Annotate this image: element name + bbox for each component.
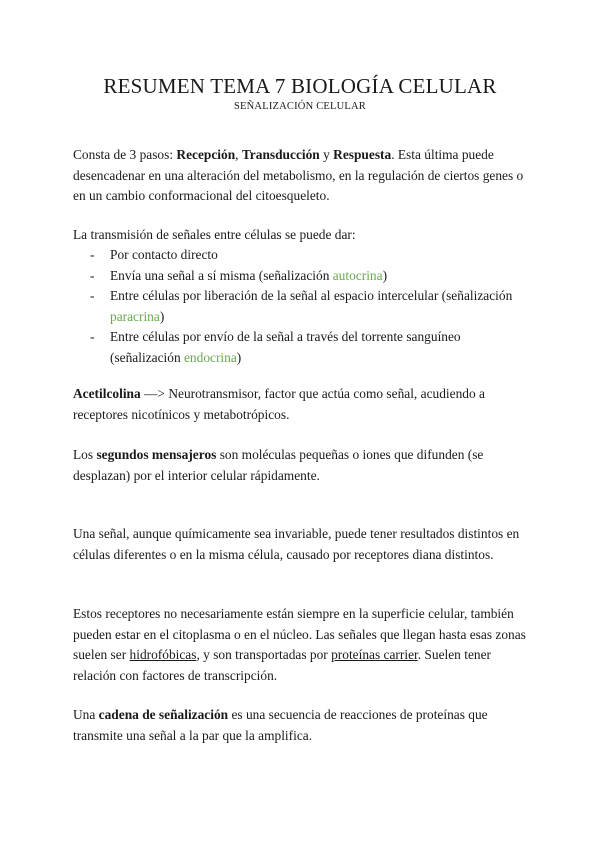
text-span: . Esta última puede desencadenar en una alteración del metabolismo, en la regulación de ciertos genes o en un cambio conformacional del citoesqueleto. bbox=[73, 147, 524, 203]
bold-term-recepcion: Recepción bbox=[176, 147, 236, 162]
text-span: . Suelen tener relación con factores de transcripción. bbox=[73, 647, 491, 683]
list-item bbox=[73, 245, 533, 266]
text-span: Estos receptores no necesariamente están siempre en la superficie celular, también pueden estar en el citoplasma o en el núcleo. Las señales que llegan hasta esas zonas suelen ser bbox=[73, 606, 526, 662]
paragraph-senal-invariable: Una señal, aunque químicamente sea invariable, puede tener resultados distintos en células diferentes o en la misma célula, causado por receptores diana distintos. bbox=[73, 526, 520, 562]
paragraph-transmission-intro: La transmisión de señales entre células se puede dar: bbox=[73, 227, 356, 242]
underlined-term-proteinas-carrier: proteínas carrier bbox=[331, 647, 418, 662]
text-span: es una secuencia de reacciones de proteínas que transmite una señal a la par que la amplifica. bbox=[73, 707, 488, 743]
list-item-text: Entre células por envío de la señal a través del torrente sanguíneo (señalización bbox=[110, 329, 461, 365]
list-dash: - bbox=[90, 288, 95, 303]
text-span: Los bbox=[73, 447, 97, 462]
bold-term-cadena-senalizacion: cadena de señalización bbox=[98, 707, 229, 722]
green-term-endocrina: endocrina bbox=[183, 349, 237, 365]
list-item bbox=[73, 327, 533, 368]
text-span: , y son transportadas por bbox=[196, 647, 332, 662]
green-term-autocrina: autocrina bbox=[332, 267, 383, 283]
paragraph-receptores bbox=[73, 604, 533, 686]
paragraph-cadena-senalizacion bbox=[73, 705, 533, 746]
list-item bbox=[73, 266, 533, 287]
list-item-text: Envía una señal a sí misma (señalización bbox=[110, 267, 333, 283]
green-term-paracrina: paracrina bbox=[110, 308, 160, 324]
paragraph-acetilcolina bbox=[73, 384, 533, 425]
text-span: —> Neurotransmisor, factor que actúa como señal, acudiendo a receptores nicotínicos y metabotrópicos. bbox=[73, 386, 485, 422]
bold-term-acetilcolina: Acetilcolina bbox=[73, 386, 141, 401]
text-span: son moléculas pequeñas o iones que difunden (se desplazan) por el interior celular rápidamente. bbox=[73, 447, 484, 483]
list-dash: - bbox=[90, 329, 95, 344]
list-item bbox=[73, 286, 533, 327]
list-item-text: ) bbox=[382, 267, 388, 283]
list-dash: - bbox=[90, 267, 95, 283]
list-item-text: Entre células por liberación de la señal al espacio intercelular (señalización bbox=[110, 288, 513, 303]
bold-term-segundos-mensajeros: segundos mensajeros bbox=[96, 447, 217, 462]
list-item-text: Por contacto directo bbox=[110, 247, 218, 262]
text-span: , bbox=[235, 147, 242, 162]
bold-term-respuesta: Respuesta bbox=[333, 147, 392, 162]
text-span: Una bbox=[73, 707, 99, 722]
text-span: y bbox=[319, 147, 334, 162]
list-dash: - bbox=[90, 247, 95, 262]
text-span: Consta de 3 pasos: bbox=[73, 147, 177, 162]
paragraph-steps bbox=[73, 145, 533, 207]
bold-term-transduccion: Transducción bbox=[241, 147, 320, 162]
page-title: RESUMEN TEMA 7 BIOLOGÍA CELULAR bbox=[103, 74, 497, 98]
paragraph-segundos-mensajeros bbox=[73, 445, 533, 486]
page-subtitle: SEÑALIZACIÓN CELULAR bbox=[233, 101, 367, 112]
list-item-text: ) bbox=[159, 308, 165, 324]
underlined-term-hidrofobicas: hidrofóbicas bbox=[129, 647, 197, 662]
list-item-text: ) bbox=[236, 349, 242, 365]
transmission-list bbox=[73, 245, 533, 368]
